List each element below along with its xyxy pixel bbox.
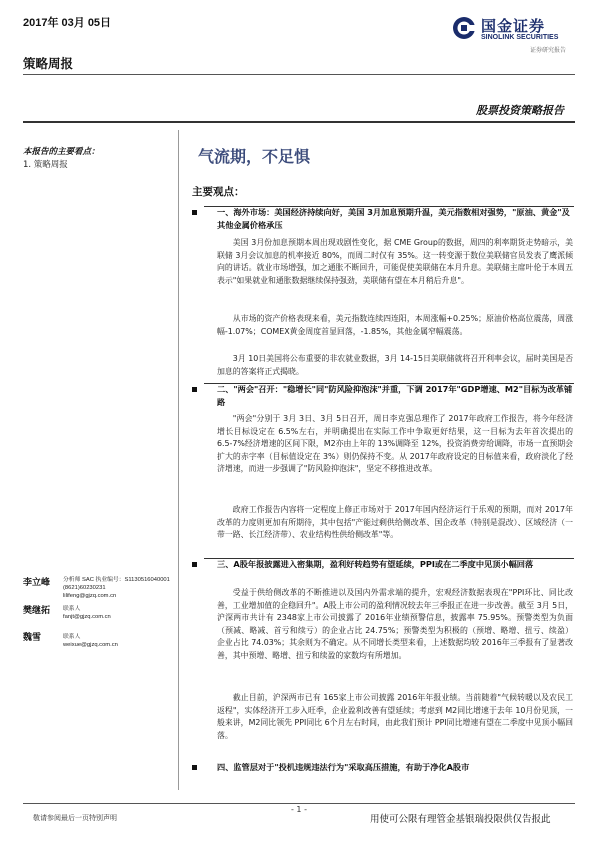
section-heading-2: 二、"两会"召开："稳增长"同"防风险抑泡沫"并重，下调 2017年"GDP增速、M2"目标为改革铺路 bbox=[192, 383, 574, 408]
paragraph: 美国 3月份加息预期本周出现戏剧性变化，据 CME Group的数据，周四的利率期货走势暗示，美联储 3月会议加息的机率接近 80%，而周二时仅有 35%。这一转变源于数位美联储官员发表了鹰派倾向的讲话。就业市场增强，加之通胀不断回升，可能促使美联储在本月升息。美联储主席叶伦于本周五表示"如果就业和通胀数据继续保持强劲，美联储有望在本月稍后升息"。 bbox=[217, 238, 573, 285]
paragraph: "两会"分别于 3月 3日、3月 5日召开，周日李克强总理作了 2017年政府工作报告，将今年经济增长目标设定在 6.5%左右，并明确提出在实际工作中争取更好结果，这一目标为去年首次提出的 6.5-7%经济增速的区间下限，M2亦由上年的 13%调降至 12%，投资消费旁给调降，市场一直预期会扩大的赤字率（目标值设定在 3%）则仍保持不变。从 2017年政府设定的目标值来看，政府淡化了经济增速，而进一步强调了"防风险抑泡沫"，坚定不移推进改革。 bbox=[217, 414, 574, 473]
report-title: 气流期，不足惧 bbox=[198, 147, 311, 166]
analyst-contact: 联系人 fanjt@gjzq.com.cn bbox=[63, 606, 111, 620]
footer-disclaimer: 敬请参阅最后一页特别声明 bbox=[33, 814, 117, 822]
footer-divider bbox=[23, 803, 575, 804]
section-heading-3: 三、A股年报披露进入密集期，盈利好转趋势有望延续，PPI或在二季度中见顶小幅回落 bbox=[192, 558, 574, 571]
paragraph: 政府工作报告内容将一定程度上修正市场对于 2017年国内经济运行于乐观的预期，而对 2017年改革的力度则更加有所期待，其中包括"产能过剩供给侧改革、国企改革（特别是混改）、区域经济（一带一路、长江经济带）、农业结构性供给侧改革"等。 bbox=[217, 505, 573, 539]
bullet-square-icon bbox=[192, 210, 197, 215]
brand-name-cn: 国金证券 bbox=[481, 17, 546, 35]
footer-notice: 用使可公限有理管金基银瑞投限供仅告报此 bbox=[370, 814, 551, 825]
section-heading-1: 一、海外市场：美国经济持续向好，美国 3月加息预期升温，美元指数相对强势，"原油、黄金"及其他金属价格承压 bbox=[192, 206, 574, 231]
section-underline bbox=[204, 558, 574, 559]
brand-subtitle: 证券研究报告 bbox=[530, 47, 567, 54]
section-underline bbox=[204, 206, 574, 207]
analyst-contact: 联系人 weixue@gjzq.com.cn bbox=[63, 634, 118, 648]
header-divider-thick bbox=[23, 121, 575, 123]
column-divider bbox=[178, 130, 179, 790]
sidebar-heading: 本报告的主要看点： bbox=[23, 147, 100, 157]
header-divider bbox=[23, 74, 575, 75]
main-points-heading: 主要观点： bbox=[192, 186, 245, 198]
report-type: 股票投资策略报告 bbox=[476, 104, 564, 117]
bullet-square-icon bbox=[192, 562, 197, 567]
document-type: 策略周报 bbox=[23, 56, 74, 71]
brand-name-en: SINOLINK SECURITIES bbox=[481, 34, 559, 41]
bullet-square-icon bbox=[192, 765, 197, 770]
analyst-name: 樊继拓 bbox=[23, 606, 51, 616]
section-underline bbox=[204, 383, 574, 384]
paragraph: 3月 10日美国将公布重要的非农就业数据，3月 14-15日美联储就将召开利率会议，届时美国是否加息的答案将正式揭晓。 bbox=[217, 354, 573, 376]
paragraph: 从市场的资产价格表现来看，美元指数连续四连阳，本周涨幅+0.25%；原油价格高位震荡，周涨幅-1.07%；COMEX黄金周度首显回落，-1.85%，其他金属窄幅震荡。 bbox=[217, 314, 573, 336]
analyst-name: 魏雪 bbox=[23, 633, 42, 643]
analyst-name: 李立峰 bbox=[23, 578, 51, 588]
section-heading-4: 四、监管层对于"投机违规违法行为"采取高压措施，有助于净化A股市 bbox=[192, 761, 574, 774]
brand-logo-icon bbox=[452, 16, 476, 40]
paragraph: 受益于供给侧改革的不断推进以及国内外需求端的提升，宏观经济数据表现在"PPI环比、同比改善，工业增加值的企稳回升"。A股上市公司的盈利情况较去年三季报正在进一步改善。截至 3月 5日，沪深两市共计有 2348家上市公司披露了 2016年业绩预警信息，披露率 75.95%。预警类型为负面（预减、略减、首亏和续亏）的企业占比 24.75%；预警类型为积极的（预增、略增、扭亏、续盈）企业占比 74.03%；其余则为不确定。从不同增长类型来看，上述数据均较 2016年三季报有了显著改善，其中预增、略增、扭亏和续盈的家数均有所增加。 bbox=[217, 588, 573, 660]
analyst-contact: 分析师 SAC 执业编号：S1130516040001 (8621)60230231 lilifeng@gjzq.com.cn bbox=[63, 577, 170, 599]
bullet-square-icon bbox=[192, 387, 197, 392]
paragraph: 截止目前，沪深两市已有 165家上市公司披露 2016年年报业绩。当前随着"气候转暖以及农民工返程"，实体经济开工步入旺季，企业盈利改善有望延续；考虑到 M2同比增速于去年 10月份见顶，一般来讲，M2同比领先 PPI同比 6个月左右时间，由此我们预计 PPI同比增速有望在二季度中见顶小幅回落。 bbox=[217, 693, 573, 740]
report-date: 2017年 03月 05日 bbox=[23, 17, 112, 29]
page-number: - 1 - bbox=[291, 805, 307, 814]
sidebar-item: 1. 策略周报 bbox=[23, 160, 68, 170]
